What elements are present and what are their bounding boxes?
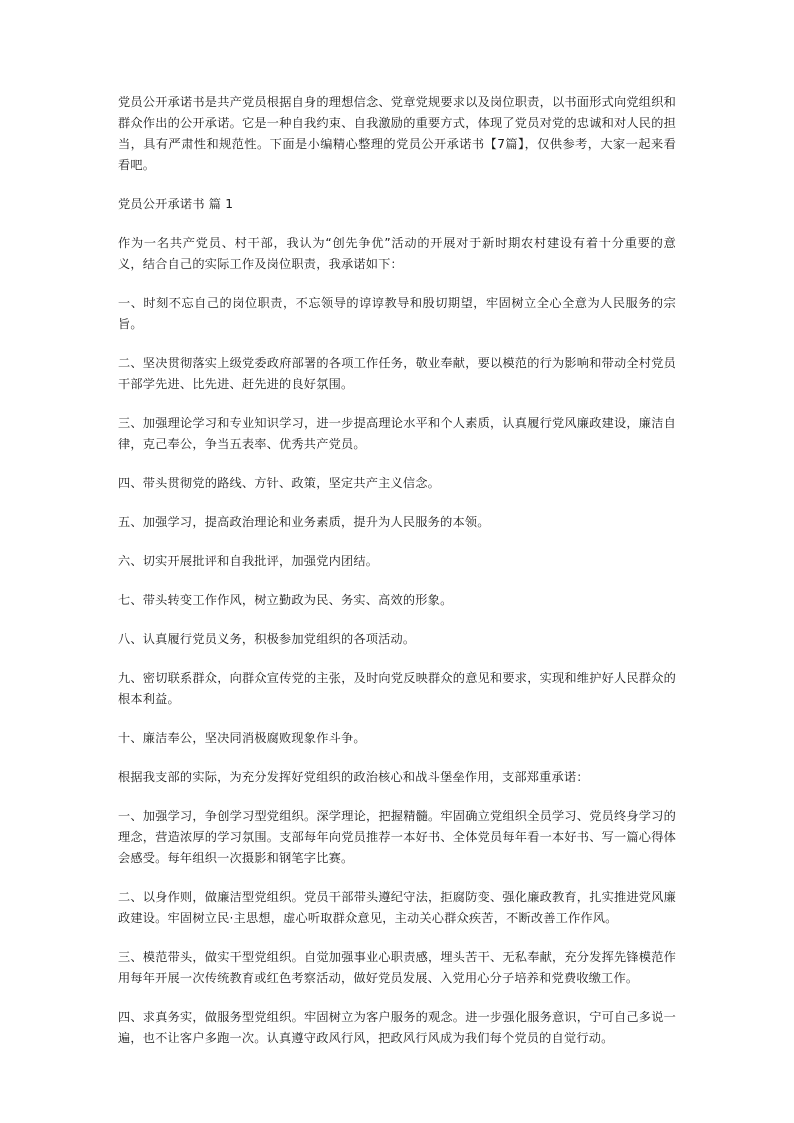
pledge-item-4: 四、带头贯彻党的路线、方针、政策，坚定共产主义信念。: [118, 476, 441, 490]
pledge-item-6: 六、切实开展批评和自我批评，加强党内团结。: [118, 554, 379, 568]
branch-pledge-item-2: 二、以身作则，做廉洁型党组织。党员干部带头遵纪守法，拒腐防变、强化廉政教育，扎实推进党风廉政建设。牢固树立民·主思想，虚心听取群众意见，主动关心群众疾苦，不断改善工作作风。: [118, 890, 676, 925]
pledge-item-8: 八、认真履行党员义务，积极参加党组织的各项活动。: [118, 632, 416, 646]
pledge-item-9: 九、密切联系群众，向群众宣传党的主张，及时向党反映群众的意见和要求，实现和维护好人民群众的根本利益。: [118, 671, 676, 706]
intro-paragraph: 党员公开承诺书是共产党员根据自身的理想信念、党章党规要求以及岗位职责，以书面形式向党组织和群众作出的公开承诺。它是一种自我约束、自我激励的重要方式，体现了党员对党的忠诚和对人民的担当，具有严肃性和规范性。下面是小编精心整理的党员公开承诺书【7篇】，仅供参考，大家一起来看看吧。: [118, 95, 676, 172]
pledge-item-3: 三、加强理论学习和专业知识学习，进一步提高理论水平和个人素质，认真履行党风廉政建设，廉洁自律，克己奉公，争当五表率、优秀共产党员。: [118, 416, 676, 451]
pledge-item-7: 七、带头转变工作作风，树立勤政为民、务实、高效的形象。: [118, 593, 453, 607]
branch-pledge-item-1: 一、加强学习，争创学习型党组织。深学理论，把握精髓。牢固确立党组织全员学习、党员终身学习的理念，营造浓厚的学习氛围。支部每年向党员推荐一本好书、全体党员每年看一本好书、写一篇心得体会感受。每年组织一次摄影和钢笔字比赛。: [118, 809, 676, 865]
pledge-item-2: 二、坚决贯彻落实上级党委政府部署的各项工作任务，敬业奉献，要以模范的行为影响和带动全村党员干部学先进、比先进、赶先进的良好氛围。: [118, 356, 676, 391]
body-paragraph: 作为一名共产党员、村干部，我认为“创先争优”活动的开展对于新时期农村建设有着十分重要的意义，结合自己的实际工作及岗位职责，我承诺如下：: [118, 236, 676, 271]
pledge-item-10: 十、廉洁奉公，坚决同消极腐败现象作斗争。: [118, 731, 366, 745]
branch-pledge-intro: 根据我支部的实际，为充分发挥好党组织的政治核心和战斗堡垒作用，支部郑重承诺：: [118, 770, 589, 784]
section-title: 党员公开承诺书 篇 1: [118, 197, 234, 211]
pledge-item-1: 一、时刻不忘自己的岗位职责，不忘领导的谆谆教导和殷切期望，牢固树立全心全意为人民服务的宗旨。: [118, 296, 676, 331]
pledge-item-5: 五、加强学习，提高政治理论和业务素质，提升为人民服务的本领。: [118, 515, 490, 529]
document-page: [118, 92, 676, 1067]
branch-pledge-item-3: 三、模范带头，做实干型党组织。自觉加强事业心职责感，埋头苦干、无私奉献，充分发挥先锋模范作用每年开展一次传统教育或红色考察活动，做好党员发展、入党用心分子培养和党费收缴工作。: [118, 950, 676, 985]
branch-pledge-item-4: 四、求真务实，做服务型党组织。牢固树立为客户服务的观念。进一步强化服务意识，宁可自己多说一遍，也不让客户多跑一次。认真遵守政风行风，把政风行风成为我们每个党员的自觉行动。: [118, 1010, 676, 1045]
